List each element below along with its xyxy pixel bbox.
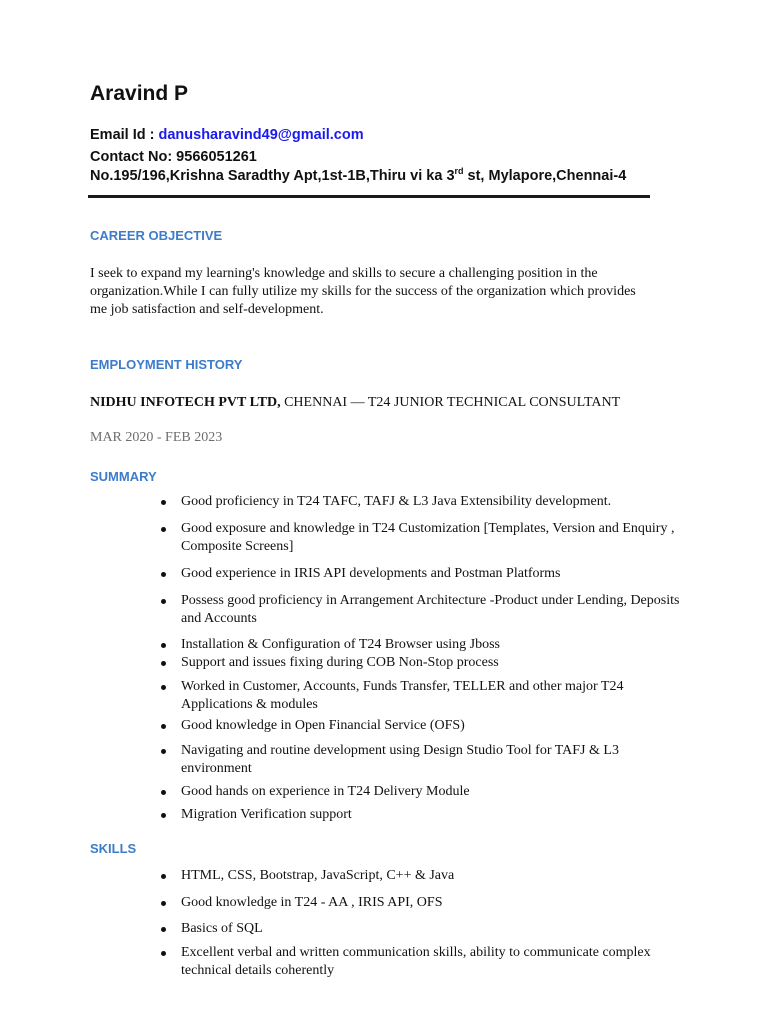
summary-item: Migration Verification support	[181, 806, 681, 824]
career-objective-heading: CAREER OBJECTIVE	[90, 228, 223, 243]
candidate-name: Aravind P	[90, 82, 189, 105]
address-part-1: No.195/196,Krishna Saradthy Apt,1st-1B,Thiru vi ka 3	[90, 168, 455, 184]
skill-item: HTML, CSS, Bootstrap, JavaScript, C++ & Java	[181, 867, 681, 885]
email-line	[90, 127, 364, 143]
summary-item: Good hands on experience in T24 Delivery Module	[181, 783, 681, 801]
skill-item: Good knowledge in T24 - AA , IRIS API, OFS	[181, 894, 681, 912]
skill-item: Basics of SQL	[181, 920, 681, 938]
email-label: Email Id :	[90, 127, 159, 143]
summary-item: Support and issues fixing during COB Non-Stop process	[181, 654, 681, 672]
address-part-2: st, Mylapore,Chennai-4	[463, 168, 627, 184]
employment-history-heading: EMPLOYMENT HISTORY	[90, 357, 243, 372]
company-name: NIDHU INFOTECH PVT LTD,	[90, 395, 281, 410]
job-title: CHENNAI — T24 JUNIOR TECHNICAL CONSULTANT	[280, 395, 621, 410]
employment-dates: MAR 2020 - FEB 2023	[90, 430, 223, 445]
summary-item: Good knowledge in Open Financial Service (OFS)	[181, 717, 681, 735]
career-objective-text: I seek to expand my learning's knowledge and skills to secure a challenging position in the organization.While I can fully utilize my skills for the success of the organization which provides me job satisfaction and self-development.	[90, 266, 636, 317]
address-superscript: rd	[454, 166, 464, 177]
contact-number: Contact No: 9566051261	[90, 149, 257, 165]
header-divider	[88, 195, 650, 198]
summary-item: Navigating and routine development using Design Studio Tool for TAFJ & L3 environment	[181, 742, 681, 778]
skill-item: Excellent verbal and written communication skills, ability to communicate complex technical details coherently	[181, 944, 681, 980]
summary-item: Good experience in IRIS API developments and Postman Platforms	[181, 565, 681, 583]
summary-item: Good proficiency in T24 TAFC, TAFJ & L3 Java Extensibility development.	[181, 493, 681, 511]
email-link[interactable]: danusharavind49@gmail.com	[158, 127, 364, 143]
summary-item: Good exposure and knowledge in T24 Customization [Templates, Version and Enquiry , Composite Screens]	[181, 520, 681, 556]
summary-item: Worked in Customer, Accounts, Funds Transfer, TELLER and other major T24 Applications & modules	[181, 678, 681, 714]
summary-heading: SUMMARY	[90, 469, 157, 484]
address-line	[90, 168, 626, 184]
summary-item: Possess good proficiency in Arrangement Architecture -Product under Lending, Deposits and Accounts	[181, 593, 680, 626]
skills-heading: SKILLS	[90, 841, 137, 856]
employer-line	[90, 395, 620, 411]
summary-item: Installation & Configuration of T24 Browser using Jboss	[181, 636, 681, 654]
